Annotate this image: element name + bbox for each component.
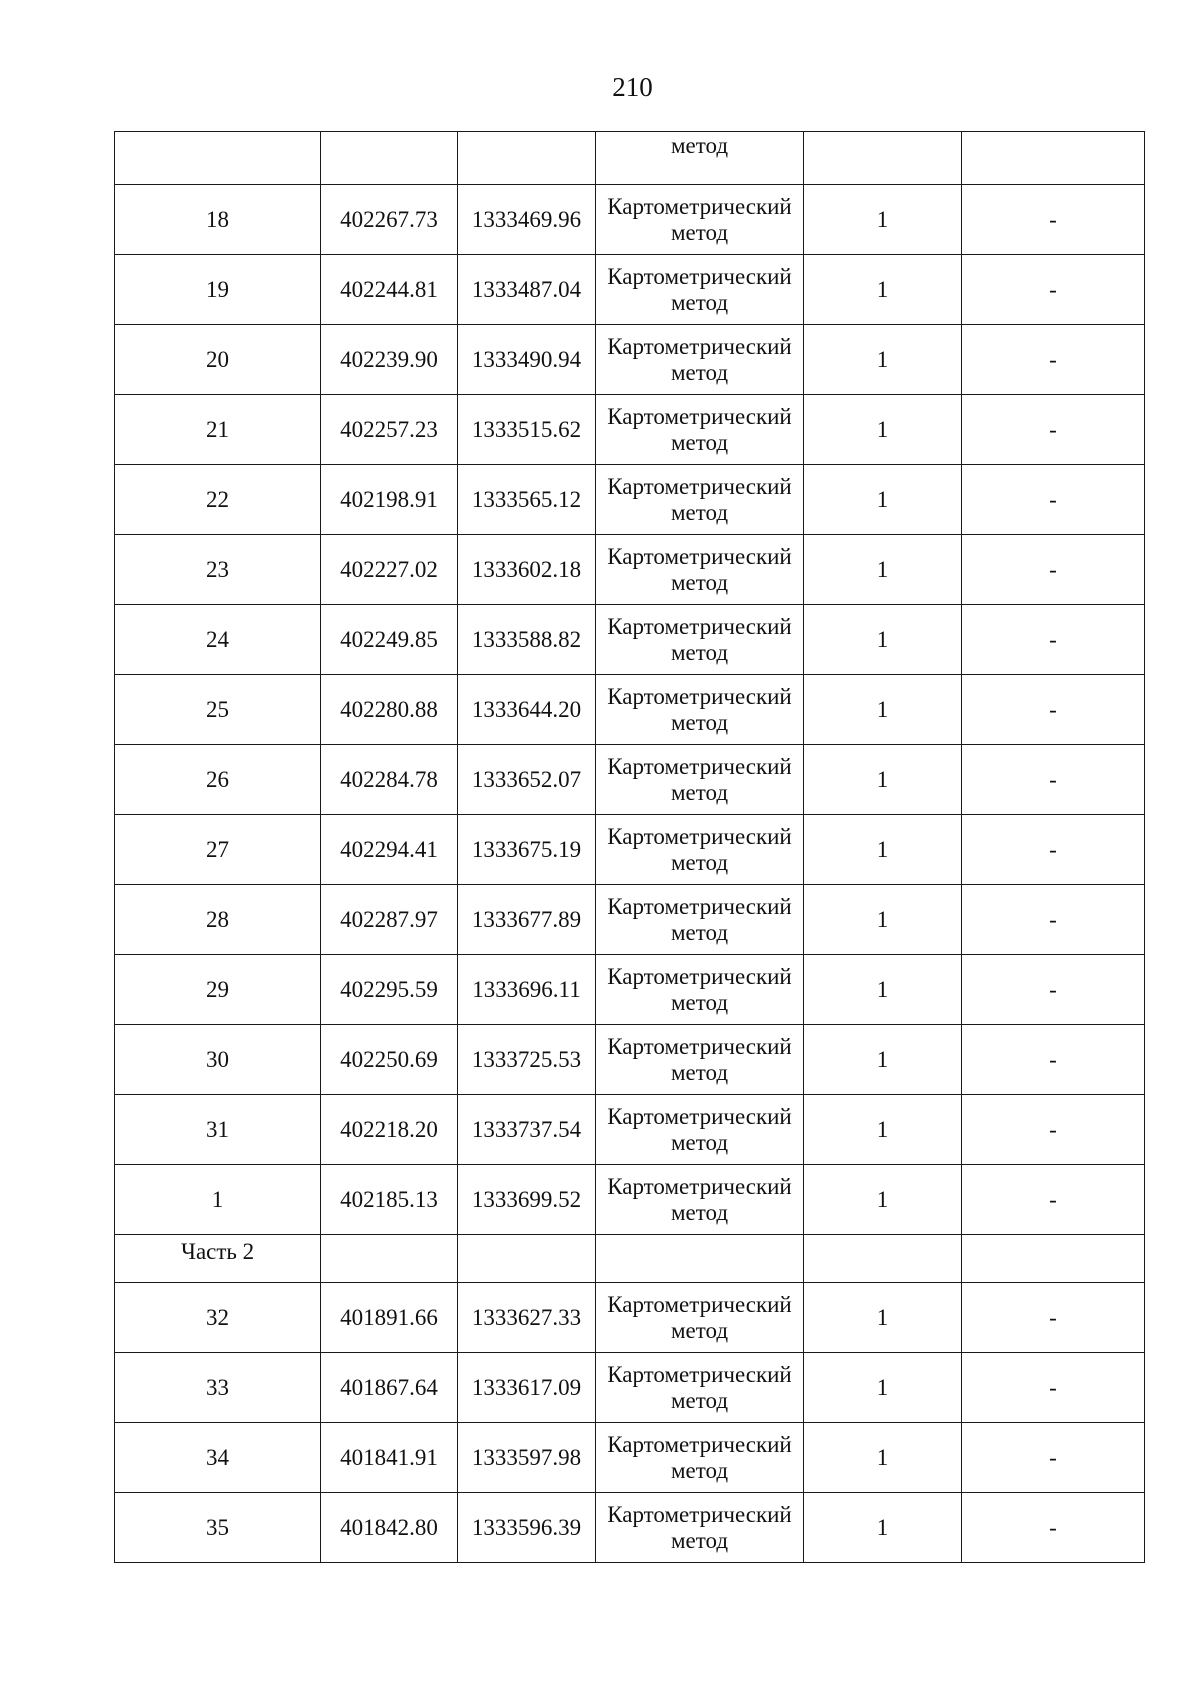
- x-coordinate-text: 401891.66: [340, 1304, 438, 1330]
- precision-cell: [804, 185, 962, 255]
- precision-cell: [804, 325, 962, 395]
- y-coordinate-text: 1333469.96: [471, 206, 582, 232]
- description-text: -: [1049, 766, 1057, 792]
- x-coordinate-cell: [321, 395, 458, 465]
- x-coordinate-text: 402198.91: [340, 486, 438, 512]
- table-row: [115, 1423, 1145, 1493]
- x-coordinate-text: 402287.97: [340, 906, 438, 932]
- method-text: Картометрический метод: [607, 333, 792, 385]
- description-text: -: [1049, 346, 1057, 372]
- description-text: -: [1049, 1374, 1057, 1400]
- description-text: -: [1049, 1046, 1057, 1072]
- part-label-cell: [115, 1235, 321, 1283]
- x-coordinate-text: 402218.20: [340, 1116, 438, 1142]
- table-row: [115, 1165, 1145, 1235]
- point-number-text: 24: [206, 626, 229, 652]
- description-cell: [962, 325, 1145, 395]
- method-cell: [596, 325, 804, 395]
- x-coordinate-text: 402280.88: [340, 696, 438, 722]
- precision-text: 1: [876, 346, 889, 372]
- y-coordinate-cell: [458, 465, 596, 535]
- x-coordinate-text: 401841.91: [340, 1444, 438, 1470]
- table-row: [115, 1353, 1145, 1423]
- description-cell: [962, 1165, 1145, 1235]
- y-coordinate-text: 1333675.19: [471, 836, 582, 862]
- point-number-cell: [115, 885, 321, 955]
- empty-cell: [804, 1235, 962, 1283]
- point-number-cell: [115, 815, 321, 885]
- x-coordinate-cell: [321, 955, 458, 1025]
- method-text: Картометрический метод: [607, 263, 792, 315]
- x-coordinate-text: 402257.23: [340, 416, 438, 442]
- point-number-cell: [115, 132, 321, 185]
- description-cell: [962, 1025, 1145, 1095]
- description-text: -: [1049, 1186, 1057, 1212]
- point-number-text: 30: [206, 1046, 229, 1072]
- point-number-text: 22: [206, 486, 229, 512]
- table-row: [115, 1095, 1145, 1165]
- method-cell: [596, 535, 804, 605]
- y-coordinate-text: 1333652.07: [471, 766, 582, 792]
- point-number-cell: [115, 395, 321, 465]
- description-cell: [962, 1353, 1145, 1423]
- method-cell: [596, 605, 804, 675]
- table-row: [115, 1025, 1145, 1095]
- description-text: -: [1049, 1304, 1057, 1330]
- description-cell: [962, 1283, 1145, 1353]
- x-coordinate-cell: [321, 535, 458, 605]
- precision-text: 1: [876, 906, 889, 932]
- precision-cell: [804, 395, 962, 465]
- description-cell: [962, 815, 1145, 885]
- x-coordinate-text: 402227.02: [340, 556, 438, 582]
- empty-cell: [321, 1235, 458, 1283]
- description-cell: [962, 535, 1145, 605]
- method-cell: [596, 1095, 804, 1165]
- method-cell: [596, 675, 804, 745]
- page-number: 210: [612, 72, 653, 102]
- point-number-text: 21: [206, 416, 229, 442]
- point-number-cell: [115, 745, 321, 815]
- description-cell: [962, 955, 1145, 1025]
- precision-cell: [804, 605, 962, 675]
- precision-text: 1: [876, 836, 889, 862]
- y-coordinate-cell: [458, 1165, 596, 1235]
- y-coordinate-text: 1333677.89: [471, 906, 582, 932]
- method-cell: [596, 1353, 804, 1423]
- point-number-cell: [115, 675, 321, 745]
- point-number-text: 1: [211, 1186, 224, 1212]
- x-coordinate-text: 402267.73: [340, 206, 438, 232]
- precision-cell: [804, 535, 962, 605]
- x-coordinate-cell: [321, 1095, 458, 1165]
- method-cell: [596, 132, 804, 185]
- description-text: -: [1049, 906, 1057, 932]
- description-text: -: [1049, 206, 1057, 232]
- y-coordinate-cell: [458, 1283, 596, 1353]
- x-coordinate-cell: [321, 745, 458, 815]
- description-cell: [962, 255, 1145, 325]
- method-text: Картометрический метод: [607, 893, 792, 945]
- description-text: -: [1049, 416, 1057, 442]
- point-number-cell: [115, 1165, 321, 1235]
- y-coordinate-cell: [458, 815, 596, 885]
- description-cell: [962, 1493, 1145, 1563]
- y-coordinate-cell: [458, 1493, 596, 1563]
- precision-text: 1: [876, 1116, 889, 1142]
- empty-cell: [962, 1235, 1145, 1283]
- method-text: Картометрический метод: [607, 1033, 792, 1085]
- precision-cell: [804, 255, 962, 325]
- method-cell: [596, 255, 804, 325]
- x-coordinate-cell: [321, 1165, 458, 1235]
- precision-cell: [804, 675, 962, 745]
- precision-text: 1: [876, 1186, 889, 1212]
- table-row: [115, 255, 1145, 325]
- method-text: Картометрический метод: [607, 1501, 792, 1553]
- y-coordinate-cell: [458, 675, 596, 745]
- precision-text: 1: [876, 1374, 889, 1400]
- method-cell: [596, 1025, 804, 1095]
- precision-text: 1: [876, 206, 889, 232]
- table-row: [115, 1283, 1145, 1353]
- method-text: Картометрический метод: [607, 823, 792, 875]
- description-cell: [962, 1423, 1145, 1493]
- point-number-text: 28: [206, 906, 229, 932]
- y-coordinate-text: 1333725.53: [471, 1046, 582, 1072]
- point-number-text: 26: [206, 766, 229, 792]
- method-text: Картометрический метод: [607, 193, 792, 245]
- y-coordinate-text: 1333588.82: [471, 626, 582, 652]
- precision-text: 1: [876, 976, 889, 1002]
- table-row: [115, 395, 1145, 465]
- x-coordinate-cell: [321, 675, 458, 745]
- description-text: -: [1049, 836, 1057, 862]
- table-row: [115, 815, 1145, 885]
- point-number-text: 33: [206, 1374, 229, 1400]
- x-coordinate-cell: [321, 465, 458, 535]
- description-cell: [962, 185, 1145, 255]
- method-cell: [596, 815, 804, 885]
- method-cell: [596, 745, 804, 815]
- y-coordinate-cell: [458, 1353, 596, 1423]
- y-coordinate-text: 1333602.18: [471, 556, 582, 582]
- method-text: Картометрический метод: [607, 1361, 792, 1413]
- empty-cell: [596, 1235, 804, 1283]
- y-coordinate-text: 1333696.11: [472, 976, 581, 1002]
- x-coordinate-cell: [321, 325, 458, 395]
- description-text: -: [1049, 1444, 1057, 1470]
- table-row: [115, 535, 1145, 605]
- point-number-text: 32: [206, 1304, 229, 1330]
- precision-text: 1: [876, 416, 889, 442]
- point-number-cell: [115, 535, 321, 605]
- y-coordinate-cell: [458, 955, 596, 1025]
- y-coordinate-text: 1333627.33: [471, 1304, 582, 1330]
- precision-cell: [804, 1283, 962, 1353]
- precision-text: 1: [876, 626, 889, 652]
- point-number-cell: [115, 1025, 321, 1095]
- table-row: [115, 465, 1145, 535]
- y-coordinate-cell: [458, 325, 596, 395]
- precision-cell: [804, 465, 962, 535]
- precision-cell: [804, 1493, 962, 1563]
- point-number-cell: [115, 605, 321, 675]
- description-text: -: [1049, 1116, 1057, 1142]
- x-coordinate-text: 401842.80: [340, 1514, 438, 1540]
- point-number-cell: [115, 465, 321, 535]
- precision-text: 1: [876, 696, 889, 722]
- method-cell: [596, 1283, 804, 1353]
- continuation-row: [115, 132, 1145, 185]
- y-coordinate-cell: [458, 605, 596, 675]
- point-number-cell: [115, 955, 321, 1025]
- description-text: -: [1049, 556, 1057, 582]
- method-cell: [596, 1423, 804, 1493]
- y-coordinate-text: 1333490.94: [471, 346, 582, 372]
- x-coordinate-cell: [321, 885, 458, 955]
- point-number-text: 29: [206, 976, 229, 1002]
- part-header-row: [115, 1235, 1145, 1283]
- table-row: [115, 325, 1145, 395]
- y-coordinate-cell: [458, 1423, 596, 1493]
- description-text: -: [1049, 976, 1057, 1002]
- y-coordinate-text: 1333699.52: [471, 1186, 582, 1212]
- method-text: Картометрический метод: [607, 613, 792, 665]
- precision-text: 1: [876, 1046, 889, 1072]
- table-row: [115, 745, 1145, 815]
- y-coordinate-text: 1333487.04: [471, 276, 582, 302]
- y-coordinate-cell: [458, 132, 596, 185]
- precision-cell: [804, 745, 962, 815]
- x-coordinate-cell: [321, 1493, 458, 1563]
- y-coordinate-text: 1333737.54: [471, 1116, 582, 1142]
- y-coordinate-cell: [458, 395, 596, 465]
- method-text: Картометрический метод: [607, 753, 792, 805]
- x-coordinate-text: 402249.85: [340, 626, 438, 652]
- coordinates-table-body: [115, 132, 1145, 1563]
- precision-cell: [804, 1423, 962, 1493]
- y-coordinate-text: 1333644.20: [471, 696, 582, 722]
- method-text: Картометрический метод: [607, 1173, 792, 1225]
- description-text: -: [1049, 626, 1057, 652]
- precision-cell: [804, 815, 962, 885]
- precision-text: 1: [876, 1514, 889, 1540]
- x-coordinate-cell: [321, 1353, 458, 1423]
- method-cell: [596, 885, 804, 955]
- precision-cell: [804, 955, 962, 1025]
- x-coordinate-text: 402295.59: [340, 976, 438, 1002]
- y-coordinate-cell: [458, 535, 596, 605]
- precision-text: 1: [876, 556, 889, 582]
- description-cell: [962, 605, 1145, 675]
- x-coordinate-text: 401867.64: [340, 1374, 438, 1400]
- point-number-text: 20: [206, 346, 229, 372]
- point-number-text: 35: [206, 1514, 229, 1540]
- x-coordinate-text: 402239.90: [340, 346, 438, 372]
- x-coordinate-text: 402250.69: [340, 1046, 438, 1072]
- description-text: -: [1049, 696, 1057, 722]
- precision-text: 1: [876, 766, 889, 792]
- method-cell: [596, 1493, 804, 1563]
- point-number-text: 27: [206, 836, 229, 862]
- point-number-cell: [115, 185, 321, 255]
- method-cell: [596, 395, 804, 465]
- point-number-text: 34: [206, 1444, 229, 1470]
- point-number-text: 25: [206, 696, 229, 722]
- method-text: Картометрический метод: [607, 473, 792, 525]
- method-cell: [596, 955, 804, 1025]
- method-cell: [596, 185, 804, 255]
- method-text: Картометрический метод: [607, 1431, 792, 1483]
- y-coordinate-cell: [458, 1025, 596, 1095]
- y-coordinate-cell: [458, 885, 596, 955]
- description-cell: [962, 885, 1145, 955]
- x-coordinate-cell: [321, 185, 458, 255]
- y-coordinate-cell: [458, 185, 596, 255]
- y-coordinate-text: 1333565.12: [471, 486, 582, 512]
- precision-text: 1: [876, 1444, 889, 1470]
- y-coordinate-cell: [458, 255, 596, 325]
- point-number-cell: [115, 1283, 321, 1353]
- part-label-text: Часть 2: [181, 1239, 255, 1264]
- y-coordinate-text: 1333597.98: [471, 1444, 582, 1470]
- table-row: [115, 605, 1145, 675]
- x-coordinate-cell: [321, 1283, 458, 1353]
- y-coordinate-cell: [458, 745, 596, 815]
- description-text: -: [1049, 276, 1057, 302]
- point-number-cell: [115, 1423, 321, 1493]
- point-number-text: 18: [206, 206, 229, 232]
- point-number-cell: [115, 1493, 321, 1563]
- precision-text: 1: [876, 1304, 889, 1330]
- coordinates-table: [114, 131, 1145, 1563]
- y-coordinate-text: 1333617.09: [471, 1374, 582, 1400]
- method-cell: [596, 465, 804, 535]
- description-cell: [962, 1095, 1145, 1165]
- x-coordinate-cell: [321, 815, 458, 885]
- description-text: -: [1049, 1514, 1057, 1540]
- precision-cell: [804, 1095, 962, 1165]
- point-number-text: 19: [206, 276, 229, 302]
- y-coordinate-cell: [458, 1095, 596, 1165]
- x-coordinate-text: 402284.78: [340, 766, 438, 792]
- y-coordinate-text: 1333596.39: [471, 1514, 582, 1540]
- x-coordinate-cell: [321, 255, 458, 325]
- x-coordinate-cell: [321, 1423, 458, 1493]
- empty-cell: [458, 1235, 596, 1283]
- precision-text: 1: [876, 276, 889, 302]
- point-number-cell: [115, 1095, 321, 1165]
- description-cell: [962, 745, 1145, 815]
- table-row: [115, 675, 1145, 745]
- x-coordinate-text: 402294.41: [340, 836, 438, 862]
- point-number-cell: [115, 325, 321, 395]
- method-text: Картометрический метод: [607, 683, 792, 735]
- point-number-cell: [115, 1353, 321, 1423]
- point-number-text: 31: [206, 1116, 229, 1142]
- precision-cell: [804, 1165, 962, 1235]
- method-text: метод: [670, 133, 729, 158]
- x-coordinate-text: 402244.81: [340, 276, 438, 302]
- precision-cell: [804, 1025, 962, 1095]
- table-row: [115, 1493, 1145, 1563]
- description-cell: [962, 395, 1145, 465]
- point-number-text: 23: [206, 556, 229, 582]
- table-row: [115, 885, 1145, 955]
- x-coordinate-cell: [321, 1025, 458, 1095]
- method-text: Картометрический метод: [607, 543, 792, 595]
- precision-text: 1: [876, 486, 889, 512]
- method-cell: [596, 1165, 804, 1235]
- description-cell: [962, 465, 1145, 535]
- method-text: Картометрический метод: [607, 963, 792, 1015]
- description-cell: [962, 132, 1145, 185]
- description-cell: [962, 675, 1145, 745]
- point-number-cell: [115, 255, 321, 325]
- y-coordinate-text: 1333515.62: [471, 416, 582, 442]
- method-text: Картометрический метод: [607, 1291, 792, 1343]
- table-row: [115, 185, 1145, 255]
- method-text: Картометрический метод: [607, 403, 792, 455]
- table-row: [115, 955, 1145, 1025]
- x-coordinate-cell: [321, 605, 458, 675]
- description-text: -: [1049, 486, 1057, 512]
- precision-cell: [804, 132, 962, 185]
- precision-cell: [804, 1353, 962, 1423]
- method-text: Картометрический метод: [607, 1103, 792, 1155]
- x-coordinate-text: 402185.13: [340, 1186, 438, 1212]
- x-coordinate-cell: [321, 132, 458, 185]
- precision-cell: [804, 885, 962, 955]
